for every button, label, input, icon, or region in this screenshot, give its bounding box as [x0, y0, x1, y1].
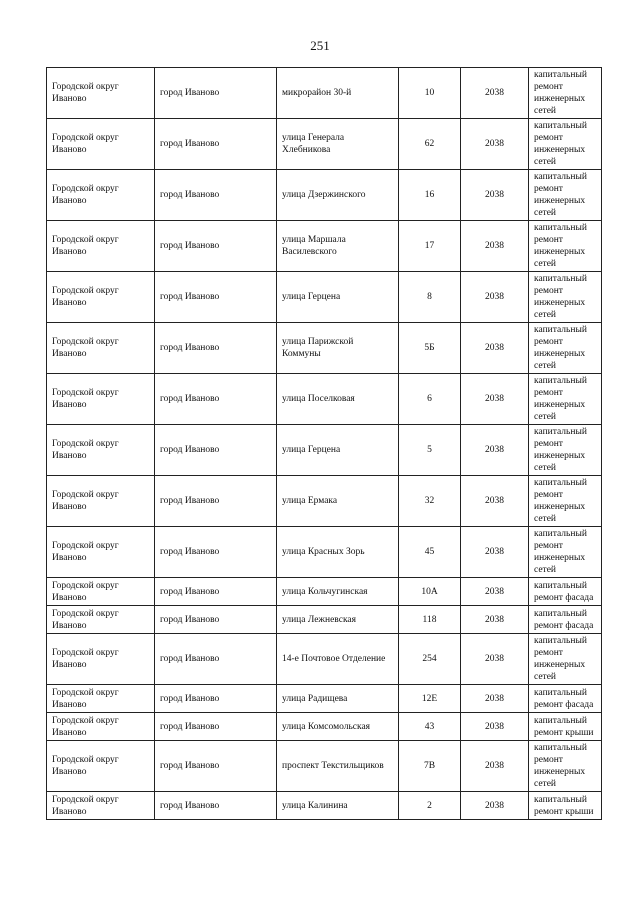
street-cell: улица Герцена [277, 272, 399, 323]
work-type-cell: капитальный ремонт фасада [529, 578, 602, 606]
street-cell: улица Ермака [277, 476, 399, 527]
work-type-cell: капитальный ремонт инженерных сетей [529, 170, 602, 221]
work-type-cell: капитальный ремонт крыши [529, 713, 602, 741]
work-type-cell: капитальный ремонт инженерных сетей [529, 527, 602, 578]
work-type-cell: капитальный ремонт инженерных сетей [529, 476, 602, 527]
work-type-cell: капитальный ремонт инженерных сетей [529, 374, 602, 425]
year-cell: 2038 [461, 527, 529, 578]
table-row [47, 527, 602, 578]
year-cell: 2038 [461, 374, 529, 425]
settlement-cell: город Иваново [155, 68, 277, 119]
district-cell: Городской округ Иваново [47, 685, 155, 713]
page-number: 251 [310, 38, 330, 53]
settlement-cell: город Иваново [155, 578, 277, 606]
year-cell: 2038 [461, 606, 529, 634]
street-cell: улица Поселковая [277, 374, 399, 425]
settlement-cell: город Иваново [155, 221, 277, 272]
house-number-cell: 17 [399, 221, 461, 272]
house-number-cell: 62 [399, 119, 461, 170]
settlement-cell: город Иваново [155, 606, 277, 634]
settlement-cell: город Иваново [155, 374, 277, 425]
street-cell: улица Красных Зорь [277, 527, 399, 578]
settlement-cell: город Иваново [155, 425, 277, 476]
table-row [47, 578, 602, 606]
house-number-cell: 6 [399, 374, 461, 425]
settlement-cell: город Иваново [155, 741, 277, 792]
street-cell: улица Кольчугинская [277, 578, 399, 606]
street-cell: улица Маршала Василевского [277, 221, 399, 272]
year-cell: 2038 [461, 741, 529, 792]
house-number-cell: 2 [399, 792, 461, 820]
table-row [47, 374, 602, 425]
table-row [47, 713, 602, 741]
settlement-cell: город Иваново [155, 792, 277, 820]
district-cell: Городской округ Иваново [47, 119, 155, 170]
house-number-cell: 12Е [399, 685, 461, 713]
settlement-cell: город Иваново [155, 634, 277, 685]
work-type-cell: капитальный ремонт инженерных сетей [529, 221, 602, 272]
work-type-cell: капитальный ремонт инженерных сетей [529, 68, 602, 119]
district-cell: Городской округ Иваново [47, 170, 155, 221]
year-cell: 2038 [461, 272, 529, 323]
settlement-cell: город Иваново [155, 119, 277, 170]
street-cell: улица Парижской Коммуны [277, 323, 399, 374]
house-number-cell: 16 [399, 170, 461, 221]
street-cell: 14-е Почтовое Отделение [277, 634, 399, 685]
house-number-cell: 7В [399, 741, 461, 792]
district-cell: Городской округ Иваново [47, 606, 155, 634]
district-cell: Городской округ Иваново [47, 425, 155, 476]
district-cell: Городской округ Иваново [47, 741, 155, 792]
table-row [47, 606, 602, 634]
table-row [47, 634, 602, 685]
district-cell: Городской округ Иваново [47, 221, 155, 272]
house-number-cell: 5 [399, 425, 461, 476]
work-type-cell: капитальный ремонт инженерных сетей [529, 323, 602, 374]
street-cell: улица Дзержинского [277, 170, 399, 221]
house-number-cell: 45 [399, 527, 461, 578]
street-cell: улица Лежневская [277, 606, 399, 634]
district-cell: Городской округ Иваново [47, 374, 155, 425]
table-row [47, 68, 602, 119]
work-type-cell: капитальный ремонт инженерных сетей [529, 272, 602, 323]
house-number-cell: 5Б [399, 323, 461, 374]
street-cell: микрорайон 30-й [277, 68, 399, 119]
table-row [47, 323, 602, 374]
year-cell: 2038 [461, 323, 529, 374]
work-type-cell: капитальный ремонт крыши [529, 792, 602, 820]
table-body [47, 68, 602, 820]
table-row [47, 741, 602, 792]
district-cell: Городской округ Иваново [47, 578, 155, 606]
settlement-cell: город Иваново [155, 272, 277, 323]
year-cell: 2038 [461, 425, 529, 476]
district-cell: Городской округ Иваново [47, 713, 155, 741]
table-row [47, 685, 602, 713]
district-cell: Городской округ Иваново [47, 323, 155, 374]
year-cell: 2038 [461, 578, 529, 606]
settlement-cell: город Иваново [155, 170, 277, 221]
work-type-cell: капитальный ремонт инженерных сетей [529, 425, 602, 476]
table-row [47, 425, 602, 476]
district-cell: Городской округ Иваново [47, 68, 155, 119]
house-number-cell: 118 [399, 606, 461, 634]
house-number-cell: 10А [399, 578, 461, 606]
settlement-cell: город Иваново [155, 476, 277, 527]
year-cell: 2038 [461, 634, 529, 685]
year-cell: 2038 [461, 68, 529, 119]
street-cell: улица Радищева [277, 685, 399, 713]
table-row [47, 170, 602, 221]
work-type-cell: капитальный ремонт инженерных сетей [529, 119, 602, 170]
settlement-cell: город Иваново [155, 527, 277, 578]
table-row [47, 221, 602, 272]
year-cell: 2038 [461, 119, 529, 170]
table-row [47, 792, 602, 820]
street-cell: улица Комсомольская [277, 713, 399, 741]
work-type-cell: капитальный ремонт инженерных сетей [529, 741, 602, 792]
year-cell: 2038 [461, 170, 529, 221]
district-cell: Городской округ Иваново [47, 527, 155, 578]
year-cell: 2038 [461, 685, 529, 713]
district-cell: Городской округ Иваново [47, 272, 155, 323]
house-number-cell: 8 [399, 272, 461, 323]
street-cell: проспект Текстильщиков [277, 741, 399, 792]
street-cell: улица Калинина [277, 792, 399, 820]
year-cell: 2038 [461, 476, 529, 527]
street-cell: улица Генерала Хлебникова [277, 119, 399, 170]
settlement-cell: город Иваново [155, 685, 277, 713]
table-row [47, 119, 602, 170]
house-number-cell: 43 [399, 713, 461, 741]
year-cell: 2038 [461, 713, 529, 741]
table-row [47, 272, 602, 323]
work-type-cell: капитальный ремонт фасада [529, 606, 602, 634]
settlement-cell: город Иваново [155, 713, 277, 741]
district-cell: Городской округ Иваново [47, 476, 155, 527]
year-cell: 2038 [461, 221, 529, 272]
street-cell: улица Герцена [277, 425, 399, 476]
house-number-cell: 254 [399, 634, 461, 685]
house-number-cell: 32 [399, 476, 461, 527]
table-row [47, 476, 602, 527]
housing-repair-table [46, 67, 602, 820]
house-number-cell: 10 [399, 68, 461, 119]
district-cell: Городской округ Иваново [47, 792, 155, 820]
district-cell: Городской округ Иваново [47, 634, 155, 685]
work-type-cell: капитальный ремонт фасада [529, 685, 602, 713]
settlement-cell: город Иваново [155, 323, 277, 374]
year-cell: 2038 [461, 792, 529, 820]
work-type-cell: капитальный ремонт инженерных сетей [529, 634, 602, 685]
